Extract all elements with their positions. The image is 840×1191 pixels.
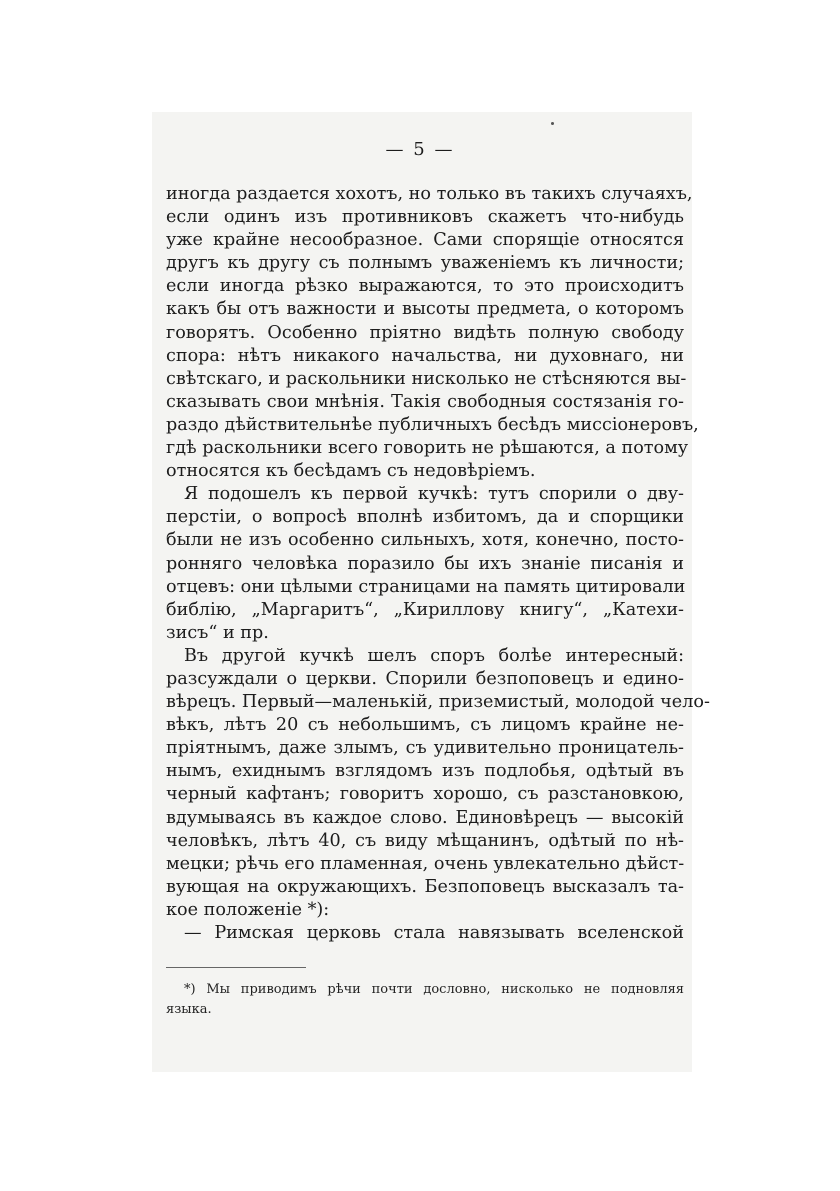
footnote-line: языка. xyxy=(166,1002,212,1017)
text-line: сказывать свои мнѣнія. Такія свободныя состязанія го- xyxy=(166,391,684,412)
text-line: если одинъ изъ противниковъ скажетъ что-нибудь xyxy=(166,207,684,228)
text-line: разсуждали о церкви. Спорили безпоповецъ и едино- xyxy=(166,668,684,689)
print-speck xyxy=(551,122,554,125)
text-line: зисъ“ и пр. xyxy=(166,622,269,643)
text-line: другъ къ другу съ полнымъ уваженіемъ къ личности; xyxy=(166,253,684,274)
text-line: были не изъ особенно сильныхъ, хотя, конечно, посто- xyxy=(166,530,684,551)
footnote xyxy=(166,980,684,1020)
text-line: Въ другой кучкѣ шелъ споръ болѣе интересный: xyxy=(184,645,684,666)
text-line: иногда раздается хохотъ, но только въ такихъ случаяхъ, xyxy=(166,184,693,204)
text-line: Я подошелъ къ первой кучкѣ: тутъ спорили о дву- xyxy=(184,484,684,505)
text-line: гдѣ раскольники всего говорить не рѣшаются, а потому xyxy=(166,438,689,459)
text-line: какъ бы отъ важности и высоты предмета, о которомъ xyxy=(166,299,684,320)
text-line: ронняго человѣка поразило бы ихъ знаніе писанія и xyxy=(166,553,684,574)
text-line: кое положеніе *): xyxy=(166,899,330,920)
text-line: отцевъ: они цѣлыми страницами на память цитировали xyxy=(166,576,686,597)
text-line: свѣтскаго, и раскольники нисколько не стѣсняются вы- xyxy=(166,368,687,389)
text-line: человѣкъ, лѣтъ 40, съ виду мѣщанинъ, одѣтый по нѣ- xyxy=(166,830,684,851)
text-line: черный кафтанъ; говоритъ хорошо, съ разстановкою, xyxy=(166,784,684,805)
text-line: раздо дѣйствительнѣе публичныхъ бесѣдъ миссіонеровъ, xyxy=(166,414,699,435)
text-line: вующая на окружающихъ. Безпоповецъ высказалъ та- xyxy=(166,876,684,897)
text-line: уже крайне несообразное. Сами спорящіе относятся xyxy=(166,230,684,251)
text-line: спора: нѣтъ никакого начальства, ни духовнаго, ни xyxy=(166,345,684,366)
text-line: если иногда рѣзко выражаются, то это происходитъ xyxy=(166,276,684,297)
text-line: пріятнымъ, даже злымъ, съ удивительно проницатель- xyxy=(166,738,684,759)
text-line: перстіи, о вопросѣ вполнѣ избитомъ, да и спорщики xyxy=(166,507,684,528)
text-line: вдумываясь въ каждое слово. Единовѣрецъ — высокій xyxy=(166,807,684,828)
text-line: мецки; рѣчь его пламенная, очень увлекательно дѣйст- xyxy=(166,853,685,874)
text-line: вѣрецъ. Первый—маленькій, приземистый, молодой чело- xyxy=(166,692,710,713)
page-number: — 5 — xyxy=(385,139,455,160)
text-line: вѣкъ, лѣтъ 20 съ небольшимъ, съ лицомъ крайне не- xyxy=(166,715,684,736)
footnote-line: *) Мы приводимъ рѣчи почти дословно, нисколько не подновляя xyxy=(184,982,684,997)
footnote-divider xyxy=(166,967,306,968)
text-line: говорятъ. Особенно пріятно видѣть полную свободу xyxy=(166,322,684,343)
text-line: библію, „Маргаритъ“, „Кириллову книгу“, „Катехи- xyxy=(166,599,684,620)
body-text xyxy=(166,183,710,945)
text-line: нымъ, ехиднымъ взглядомъ изъ подлобья, одѣтый въ xyxy=(166,761,684,782)
text-line: относятся къ бесѣдамъ съ недовѣріемъ. xyxy=(166,461,536,482)
text-line: — Римская церковь стала навязывать вселенской xyxy=(184,923,684,943)
